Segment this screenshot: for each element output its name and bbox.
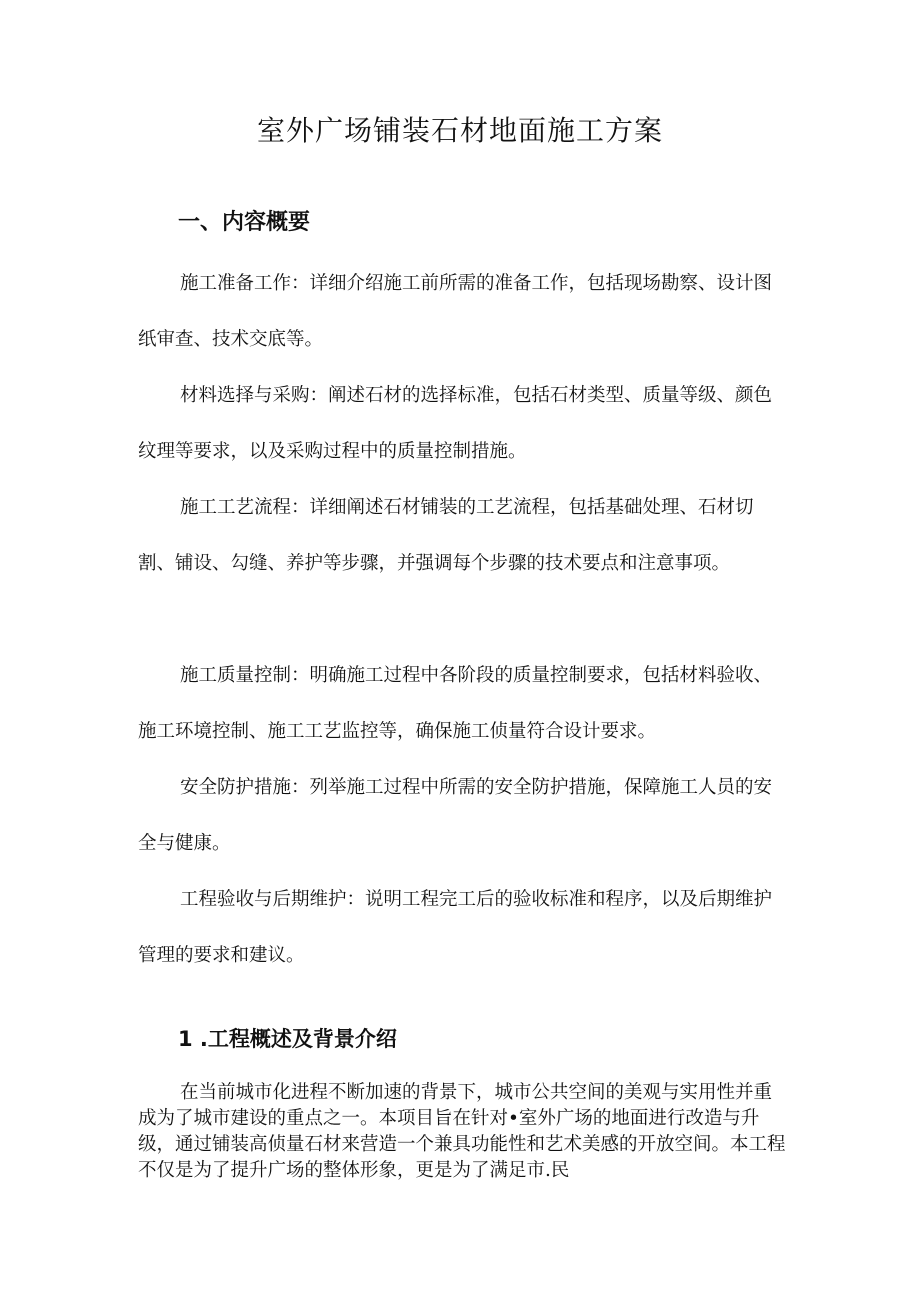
- document-title: 室外广场铺装石材地面施工方案: [256, 114, 663, 147]
- paragraph-process: 施工工艺流程：详细阐述石材铺装的工艺流程，包括基础处理、石材切割、铺设、勾缝、养护等步骤，并强调每个步骤的技术要点和注意事项。: [138, 497, 754, 574]
- paragraph-safety: 安全防护措施：列举施工过程中所需的安全防护措施，保障施工人员的安全与健康。: [138, 777, 773, 854]
- section-heading-overview: 一、内容概要: [178, 210, 311, 235]
- section-heading-background: 1 .工程概述及背景介绍: [178, 1027, 397, 1051]
- paragraph-background: 在当前城市化进程不断加速的背景下，城市公共空间的美观与实用性并重成为了城市建设的重点之一。本项目旨在针对•室外广场的地面进行改造与升级，通过铺装高侦量石材来营造一个兼具功能性和艺术美感的开放空间。本工程不仅是为了提升广场的整体形象，更是为了满足市.民: [138, 1082, 786, 1181]
- paragraph-acceptance: 工程验收与后期维护：说明工程完工后的验收标准和程序，以及后期维护管理的要求和建议。: [138, 889, 773, 966]
- paragraph-materials: 材料选择与采购：阐述石材的选择标准，包括石材类型、质量等级、颜色纹理等要求，以及采购过程中的质量控制措施。: [138, 385, 773, 462]
- paragraph-quality-control: 施工质量控制：明确施工过程中各阶段的质量控制要求，包括材料验收、施工环境控制、施工工艺监控等，确保施工侦量符合设计要求。: [138, 665, 773, 742]
- paragraph-preparation: 施工准备工作：详细介绍施工前所需的准备工作，包括现场勘察、设计图纸审查、技术交底等。: [138, 273, 773, 350]
